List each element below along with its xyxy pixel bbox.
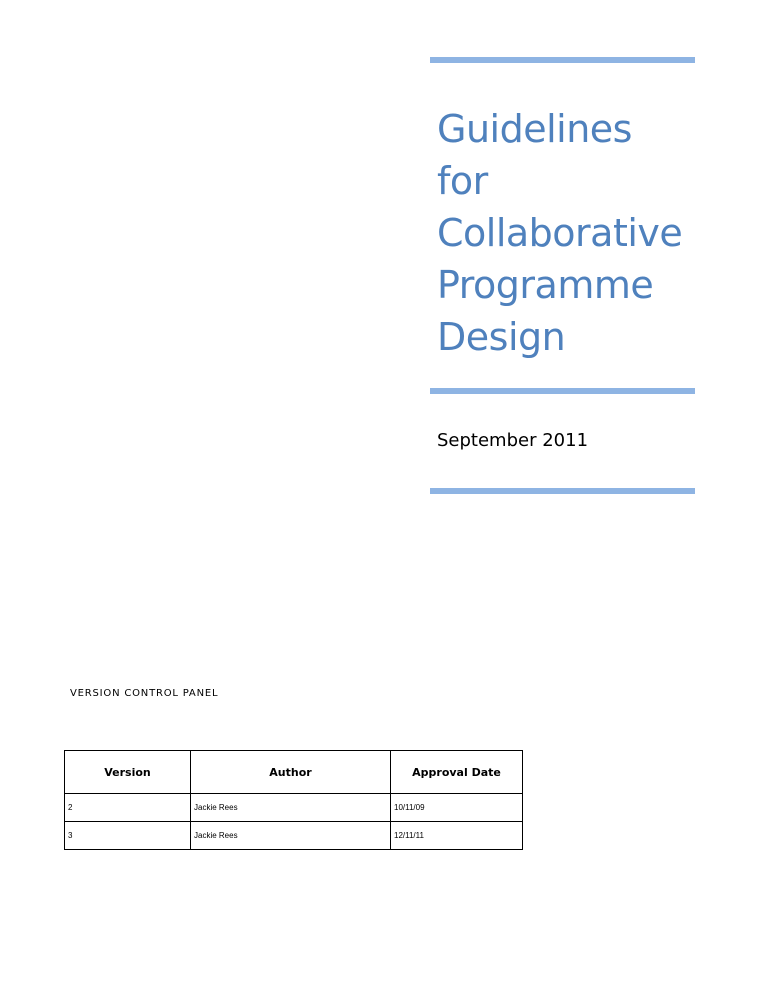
approval-date-cell: 12/11/11 bbox=[391, 822, 523, 850]
author-cell: Jackie Rees bbox=[191, 822, 391, 850]
document-date: September 2011 bbox=[437, 430, 589, 451]
version-panel-heading: VERSION CONTROL PANEL bbox=[70, 688, 219, 699]
column-header-approval-date: Approval Date bbox=[391, 751, 523, 794]
title-line: Programme bbox=[437, 263, 654, 307]
middle-rule bbox=[430, 388, 695, 394]
title-line: for bbox=[437, 159, 488, 203]
approval-date-cell: 10/11/09 bbox=[391, 794, 523, 822]
version-cell: 2 bbox=[65, 794, 191, 822]
column-header-author: Author bbox=[191, 751, 391, 794]
document-title bbox=[437, 103, 757, 363]
bottom-rule bbox=[430, 488, 695, 494]
top-rule bbox=[430, 57, 695, 63]
table-row bbox=[65, 822, 523, 850]
table-row bbox=[65, 794, 523, 822]
table-header-row bbox=[65, 751, 523, 794]
column-header-version: Version bbox=[65, 751, 191, 794]
version-cell: 3 bbox=[65, 822, 191, 850]
author-cell: Jackie Rees bbox=[191, 794, 391, 822]
title-line: Guidelines bbox=[437, 107, 632, 151]
title-line: Collaborative bbox=[437, 211, 683, 255]
title-line: Design bbox=[437, 315, 566, 359]
version-control-table bbox=[64, 750, 523, 850]
